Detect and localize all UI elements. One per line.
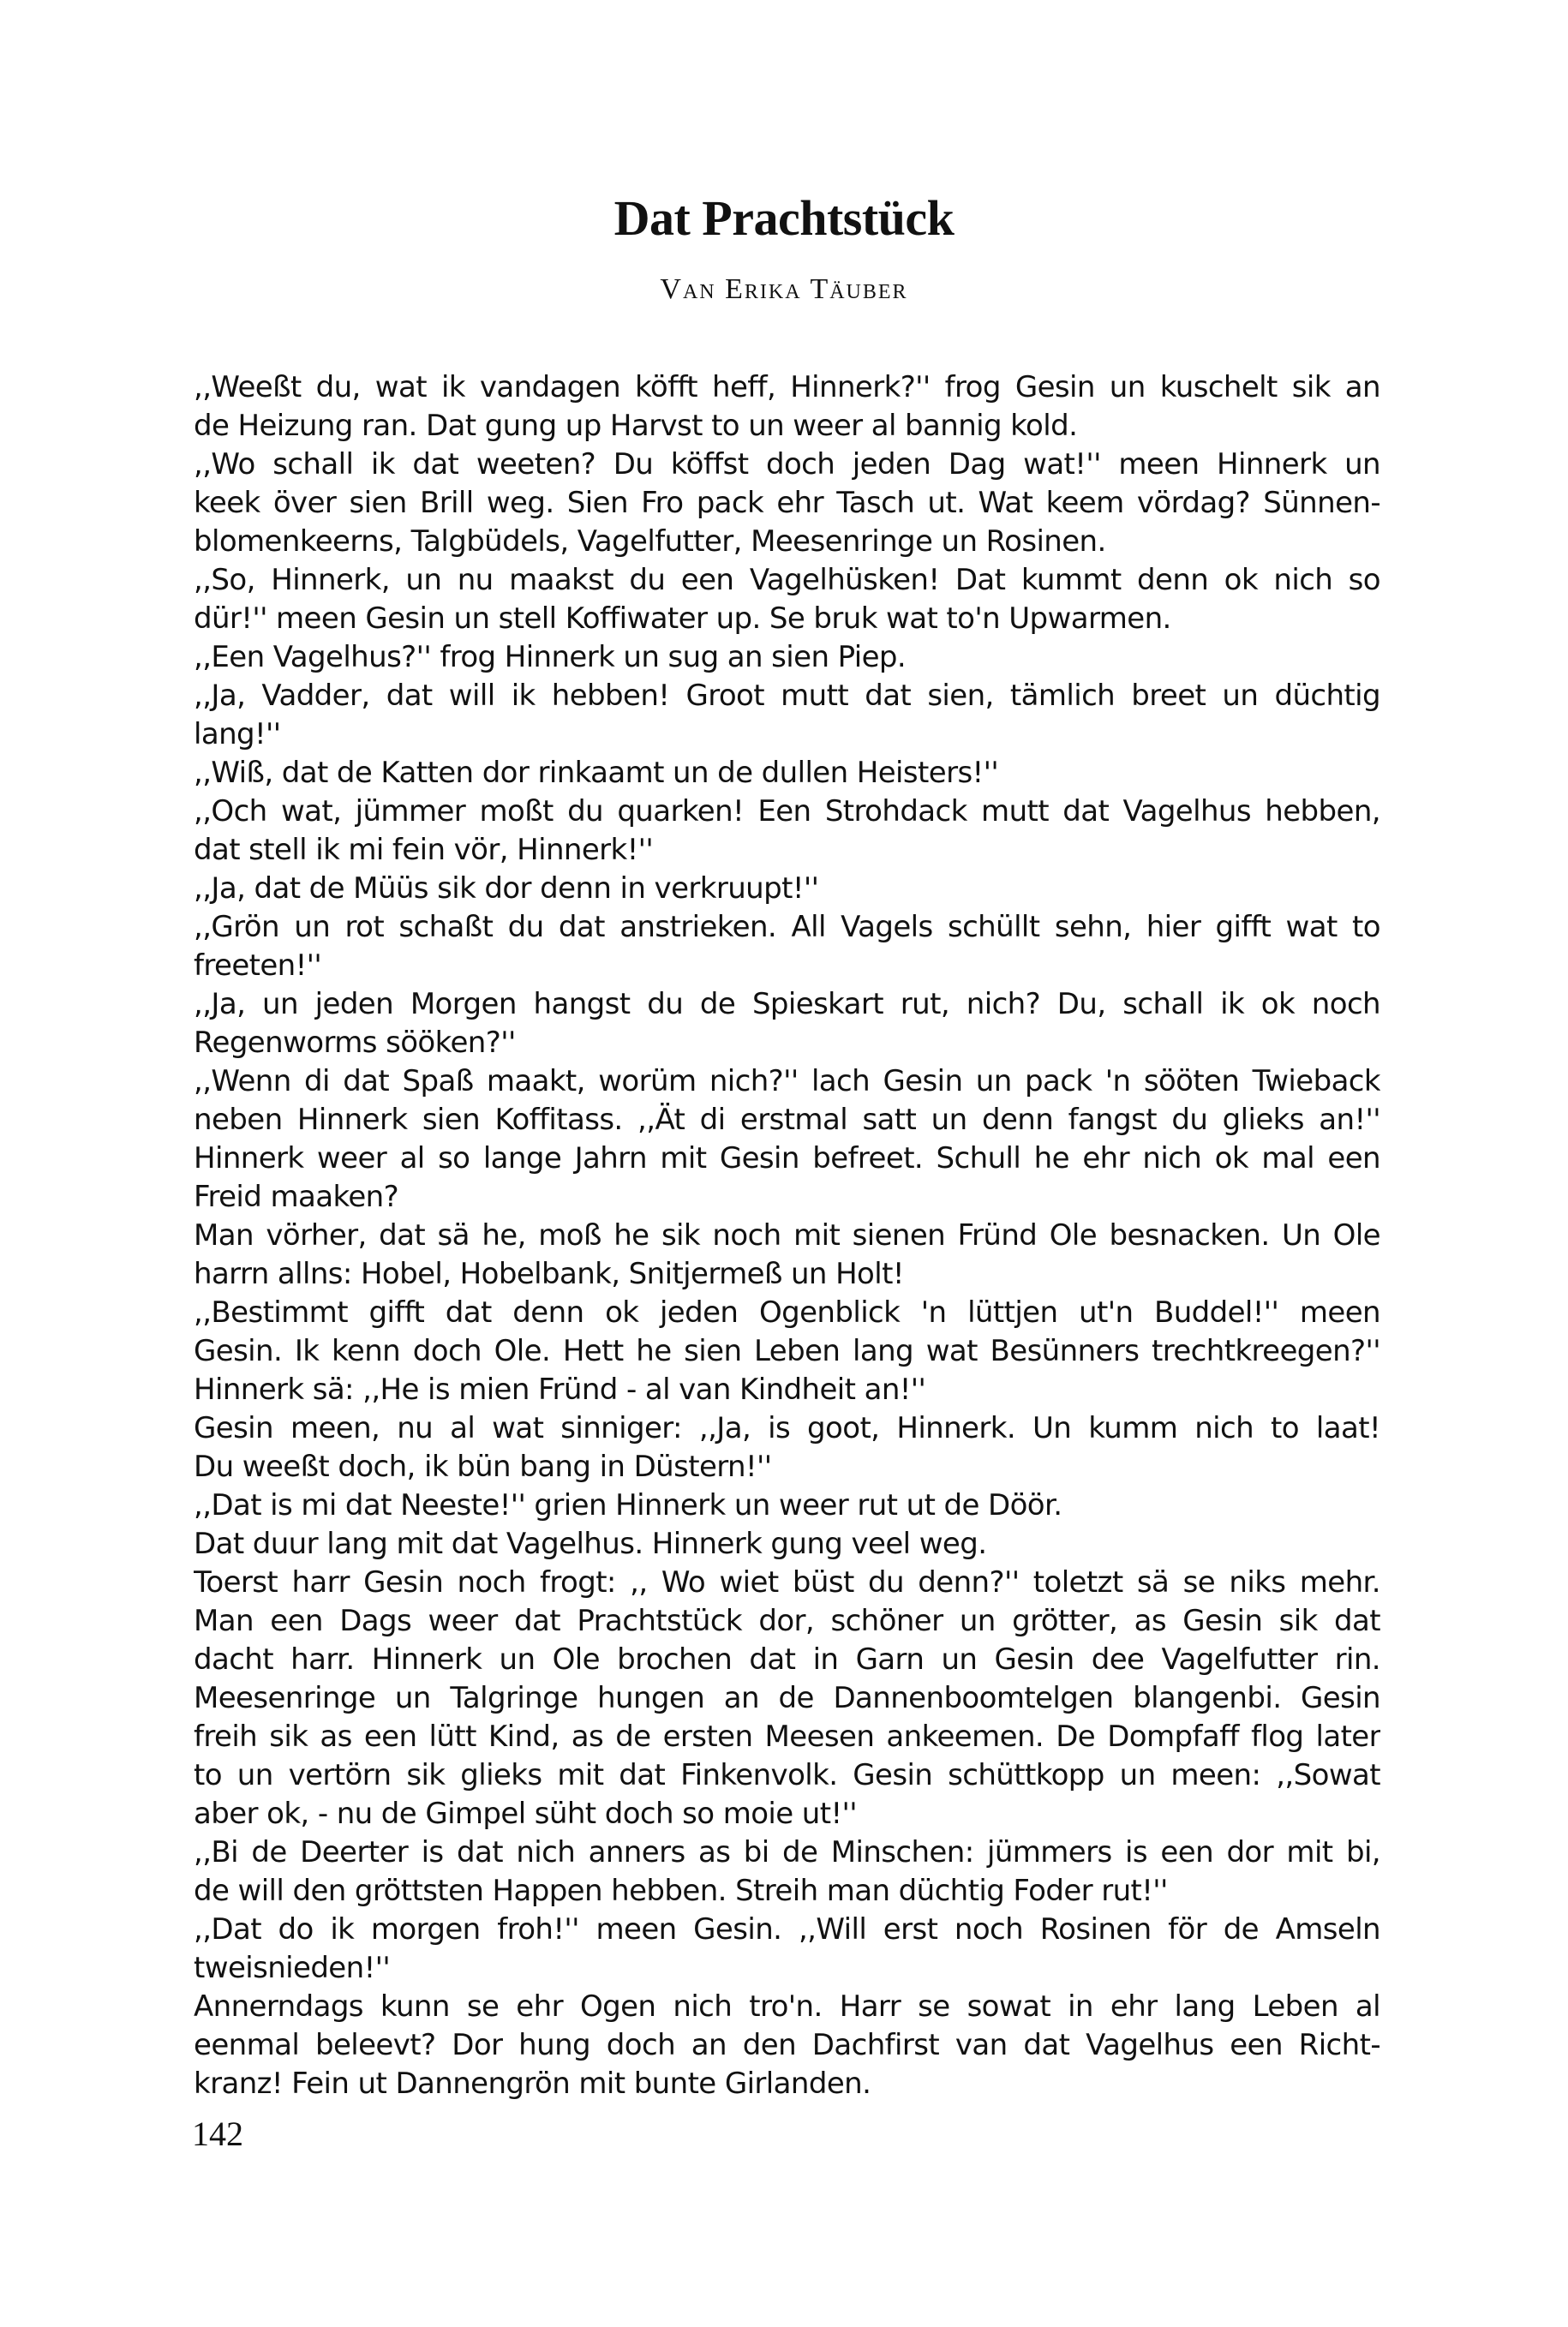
text-line: keek över sien Brill weg. Sien Fro pack ehr Tasch ut. Wat keem vördag? Sünnen- (194, 486, 1380, 520)
text-line: ,,Bi de Deerter is dat nich anners as bi de Minschen: jümmers is een dor mit bi, (194, 1835, 1380, 1869)
text-line: dacht harr. Hinnerk un Ole brochen dat in Garn un Gesin dee Vagelfutter rin. (194, 1642, 1380, 1677)
text-line: Toerst harr Gesin noch frogt: ,, Wo wiet büst du denn?'' toletzt sä se niks mehr. (194, 1565, 1380, 1600)
text-line: ,,Och wat, jümmer moßt du quarken! Een Strohdack mutt dat Vagelhus hebben, (194, 794, 1380, 829)
text-line: ,,Weeßt du, wat ik vandagen köfft heff, Hinnerk?'' frog Gesin un kuschelt sik an (194, 370, 1380, 404)
text-line: kranz! Fein ut Dannengrön mit bunte Girlanden. (194, 2067, 871, 2101)
text-line: aber ok, - nu de Gimpel süht doch so moie ut!'' (194, 1797, 857, 1831)
text-line: ,,Wenn di dat Spaß maakt, worüm nich?'' lach Gesin un pack 'n sööten Twieback (194, 1064, 1380, 1098)
text-line: blomenkeerns, Talgbüdels, Vagelfutter, Meesenringe un Rosinen. (194, 524, 1106, 559)
page-number: 142 (192, 2115, 243, 2153)
text-line: freeten!'' (194, 948, 322, 983)
text-line: Du weeßt doch, ik bün bang in Düstern!'' (194, 1450, 772, 1484)
text-line: ,,Dat do ik morgen froh!'' meen Gesin. ,,Will erst noch Rosinen för de Amseln (194, 1912, 1380, 1947)
text-line: neben Hinnerk sien Koffitass. ,,Ät di erstmal satt un denn fangst du glieks an!'' (194, 1103, 1380, 1137)
text-line: ,,Grön un rot schaßt du dat anstrieken. All Vagels schüllt sehn, hier gifft wat to (194, 910, 1380, 944)
text-line: Hinnerk sä: ,,He is mien Fründ - al van Kindheit an!'' (194, 1373, 926, 1407)
text-line: ,,So, Hinnerk, un nu maakst du een Vagelhüsken! Dat kummt denn ok nich so (194, 563, 1380, 597)
text-line: to un vertörn sik glieks mit dat Finkenvolk. Gesin schüttkopp un meen: ,,Sowat (194, 1758, 1380, 1792)
text-line: ,,Wiß, dat de Katten dor rinkaamt un de dullen Heisters!'' (194, 756, 999, 790)
text-line: Gesin meen, nu al wat sinniger: ,,Ja, is goot, Hinnerk. Un kumm nich to laat! (194, 1411, 1380, 1445)
text-line: harrn allns: Hobel, Hobelbank, Snitjermeß un Holt! (194, 1257, 904, 1291)
text-line: Man een Dags weer dat Prachtstück dor, schöner un grötter, as Gesin sik dat (194, 1604, 1380, 1638)
text-line: ,,Ja, Vadder, dat will ik hebben! Groot mutt dat sien, tämlich breet un düchtig (194, 679, 1380, 713)
text-line: tweisnieden!'' (194, 1951, 391, 1985)
text-line: dür!'' meen Gesin un stell Koffiwater up. Se bruk wat to'n Upwarmen. (194, 601, 1171, 636)
story-title: Dat Prachtstück (613, 190, 955, 246)
text-line: Regenworms sööken?'' (194, 1026, 516, 1060)
text-line: ,,Ja, un jeden Morgen hangst du de Spieskart rut, nich? Du, schall ik ok noch (194, 987, 1380, 1021)
text-line: ,,Wo schall ik dat weeten? Du köffst doch jeden Dag wat!'' meen Hinnerk un (194, 447, 1380, 482)
text-line: Dat duur lang mit dat Vagelhus. Hinnerk gung veel weg. (194, 1527, 987, 1561)
text-line: de will den gröttsten Happen hebben. Streih man düchtig Foder rut!'' (194, 1874, 1168, 1908)
author-byline: Van Erika Täuber (660, 273, 908, 305)
text-line: Man vörher, dat sä he, moß he sik noch mit sienen Fründ Ole besnacken. Un Ole (194, 1218, 1380, 1253)
text-line: ,,Een Vagelhus?'' frog Hinnerk un sug an sien Piep. (194, 640, 907, 674)
text-line: Meesenringe un Talgringe hungen an de Dannenboomtelgen blangenbi. Gesin (194, 1681, 1380, 1715)
text-line: ,,Dat is mi dat Neeste!'' grien Hinnerk un weer rut ut de Döör. (194, 1488, 1062, 1522)
text-line: Hinnerk weer al so lange Jahrn mit Gesin befreet. Schull he ehr nich ok mal een (194, 1141, 1380, 1175)
text-line: Annerndags kunn se ehr Ogen nich tro'n. Harr se sowat in ehr lang Leben al (194, 1989, 1380, 2024)
text-line: Freid maaken? (194, 1180, 399, 1214)
text-line: freih sik as een lütt Kind, as de ersten Meesen ankeemen. De Dompfaff flog later (194, 1720, 1380, 1754)
text-line: ,,Bestimmt gifft dat denn ok jeden Ogenblick 'n lüttjen ut'n Buddel!'' meen (194, 1295, 1380, 1330)
story-body (194, 368, 1380, 2103)
text-line: de Heizung ran. Dat gung up Harvst to un weer al bannig kold. (194, 409, 1078, 443)
text-line: Gesin. Ik kenn doch Ole. Hett he sien Leben lang wat Besünners trechtkreegen?'' (194, 1334, 1380, 1368)
text-line: eenmal beleevt? Dor hung doch an den Dachfirst van dat Vagelhus een Richt- (194, 2028, 1380, 2062)
text-line: lang!'' (194, 717, 281, 751)
text-line: dat stell ik mi fein vör, Hinnerk!'' (194, 833, 654, 867)
text-line: ,,Ja, dat de Müüs sik dor denn in verkruupt!'' (194, 871, 819, 906)
